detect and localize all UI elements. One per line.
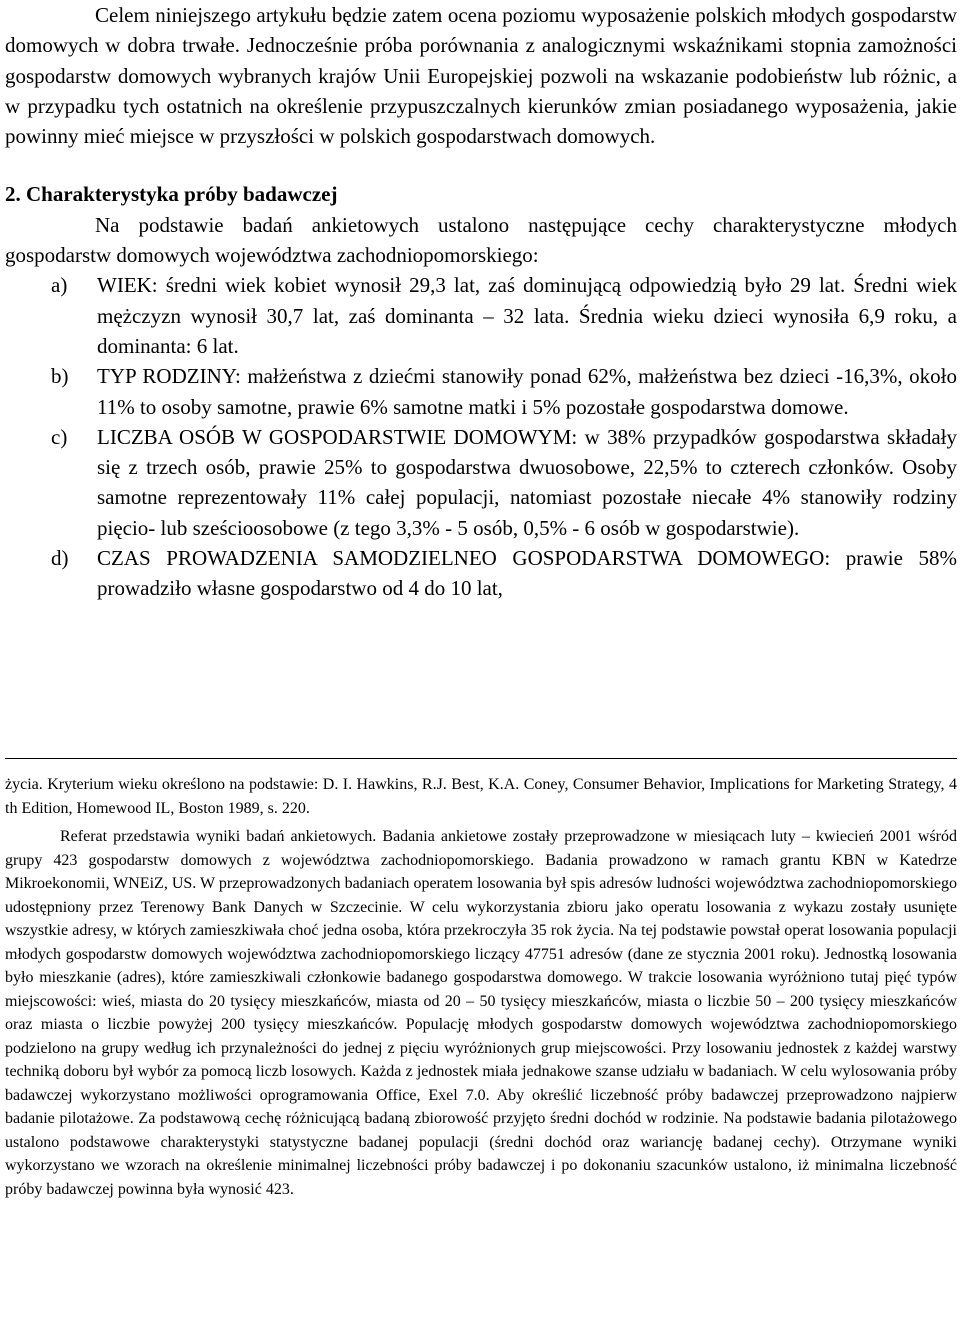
list-marker: a) <box>51 273 68 298</box>
footnote-research-note: Referat przedstawia wyniki badań ankietowych. Badania ankietowe zostały przeprowadzone w miesiącach luty – kwiecień 2001 wśród grupy 423 gospodarstw domowych z województwa zachodniopomorskiego. Badania prowadzono w ramach grantu KBN w Katedrze Mikroekonomii, WNEiZ, US. W przeprowadzonych badaniach operatem losowania był spis adresów ludności województwa zachodniopomorskiego udostępniony przez Terenowy Bank Danych w Szczecinie. W celu wykorzystania zbioru jako operatu losowania z wykazu zostały usunięte wszystkie adresy, w których zamieszkiwała choć jedna osoba, która przekroczyła 35 rok życia. Na tej podstawie powstał operat losowania populacji młodych gospodarstw domowych województwa zachodniopomorskiego liczący 47751 adresów (dane ze stycznia 2001 roku). Jednostką losowania było mieszkanie (adres), które zamieszkiwali członkowie badanego gospodarstwa domowego. W trakcie losowania wyróżniono tutaj pięć typów miejscowości: wieś, miasta do 20 tysięcy mieszkańców, miasta od 20 – 50 tysięcy mieszkańców, miasta o liczbie 50 – 200 tysięcy mieszkańców oraz miasta o liczbie powyżej 200 tysięcy mieszkańców. Populację młodych gospodarstw domowych województwa zachodniopomorskiego podzielono na grupy według ich przynależności do jednej z pięciu wyróżnionych grup miejscowości. Przy losowaniu jednostek z każdej warstwy techniką doboru był wybór za pomocą liczb losowych. Każda z jednostek miała jednakowe szanse udziału w badaniach. W celu wylosowania próby badawczej wykorzystano możliwości oprogramowania Office, Exel 7.0. Aby określić liczebność próby badawczej przeprowadzono najpierw badanie pilotażowe. Za podstawową cechę różnicującą badaną zbiorowość przyjęto średni dochód w rodzinie. Na podstawie badania pilotażowego ustalono podstawowe charakterystyki statystyczne badanej populacji (średni dochód oraz wariancję badanej cechy). Otrzymane wyniki wykorzystano we wzorach na określenie minimalnej liczebności próby badawczej i po dokonaniu szacunków ustalono, iż minimalna liczebność próby badawczej powinna była wynosić 423. <box>5 828 957 1198</box>
list-item-age <box>5 270 957 361</box>
list-item-household-duration <box>5 543 957 604</box>
list-marker: d) <box>51 546 69 571</box>
list-item-family-type <box>5 361 957 422</box>
list-item-text: TYP RODZINY: małżeństwa z dziećmi stanowiły ponad 62%, małżeństwa bez dzieci -16,3%, około 11% to osoby samotne, prawie 6% samotne matki i 5% pozostałe gospodarstwa domowe. <box>97 364 957 419</box>
lead-paragraph: Na podstawie badań ankietowych ustalono następujące cechy charakterystyczne młodych gospodarstw domowych województwa zachodniopomorskiego: <box>5 212 957 268</box>
footnote-separator <box>5 758 957 759</box>
intro-paragraph: Celem niniejszego artykułu będzie zatem ocena poziomu wyposażenie polskich młodych gospodarstw domowych w dobra trwałe. Jednocześnie próba porównania z analogicznymi wskaźnikami stopnia zamożności gospodarstw domowych wybranych krajów Unii Europejskiej pozwoli na wskazanie podobieństw lub różnic, a w przypadku tych ostatnich na określenie przypuszczalnych kierunków zmian posiadanego wyposażenia, jakie powinny mieć miejsce w przyszłości w polskich gospodarstwach domowych. <box>5 3 957 149</box>
footnote-continuation: życia. Kryterium wieku określono na podstawie: D. I. Hawkins, R.J. Best, K.A. Coney, Consumer Behavior, Implications for Marketing Strategy, 4 th Edition, Homewood IL, Boston 1989, s. 220. <box>5 776 957 817</box>
document-page <box>5 0 957 1198</box>
footnotes <box>5 773 957 1201</box>
list-item-text: WIEK: średni wiek kobiet wynosił 29,3 lat, zaś dominującą odpowiedzią było 29 lat. Średni wiek mężczyzn wynosił 30,7 lat, zaś dominanta – 32 lata. Średnia wieku dzieci wynosiła 6,9 roku, a dominanta: 6 lat. <box>97 273 957 358</box>
list-item-text: CZAS PROWADZENIA SAMODZIELNEO GOSPODARSTWA DOMOWEGO: prawie 58% prowadziło własne gospodarstwo od 4 do 10 lat, <box>97 546 957 601</box>
section-heading: 2. Charakterystyka próby badawczej <box>5 182 338 207</box>
main-text <box>5 0 957 604</box>
list-item-household-size <box>5 422 957 543</box>
list-marker: c) <box>51 424 68 449</box>
list-item-text: LICZBA OSÓB W GOSPODARSTWIE DOMOWYM: w 38% przypadków gospodarstwa składały się z trzech osób, prawie 25% to gospodarstwa dwuosobowe, 22,5% to czterech członków. Osoby samotne reprezentowały 11% całej populacji, natomiast pozostałe niecałe 4% stanowiły rodziny pięcio- lub sześcioosobowe (z tego 3,3% - 5 osób, 0,5% - 6 osób w gospodarstwie). <box>97 424 957 540</box>
list-marker: b) <box>51 364 69 389</box>
